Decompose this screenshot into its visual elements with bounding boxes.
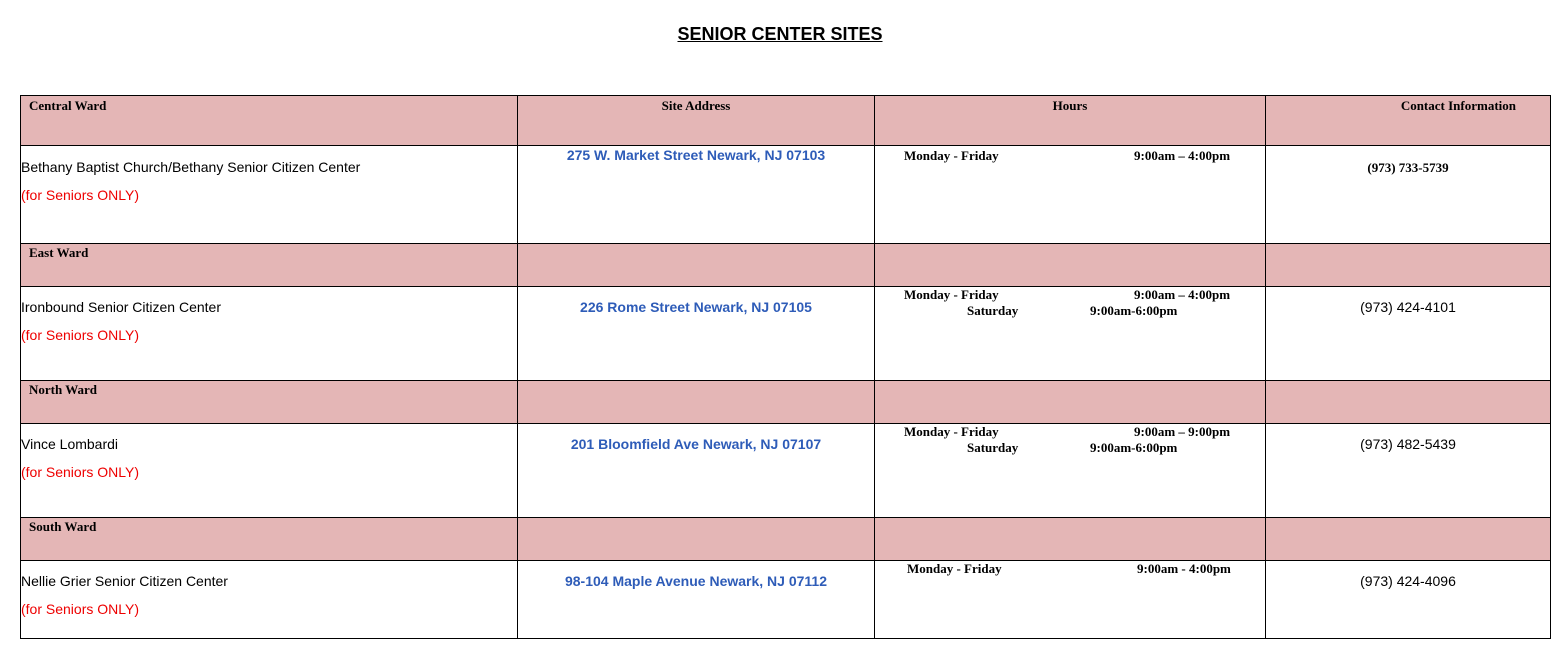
site-address: 98-104 Maple Avenue Newark, NJ 07112 [564,573,827,589]
ward-header-blank-cell [518,381,875,424]
site-name-cell [21,287,518,381]
contact-header: Contact Information [1400,98,1516,113]
hours-days: Saturday [967,440,1019,455]
hours-time: 9:00am - 4:00pm [1137,561,1231,576]
hours-cell [875,146,1266,244]
phone-number: (973) 733-5739 [1367,160,1449,175]
address-cell [518,146,875,244]
hours-days: Monday - Friday [904,424,999,439]
hours-time: 9:00am-6:00pm [1090,303,1178,318]
hours-time: 9:00am-6:00pm [1090,440,1178,455]
ward-header-blank-cell [875,244,1266,287]
hours-header: Hours [1052,98,1088,113]
restriction-note: (for Seniors ONLY) [21,187,139,203]
ward-header-cell [21,518,518,561]
ward-header-cell [21,96,518,146]
site-address: 275 W. Market Street Newark, NJ 07103 [566,147,826,163]
hours-time: 9:00am – 9:00pm [1134,424,1231,439]
ward-header-blank-cell [1266,518,1551,561]
ward-label: East Ward [29,245,89,260]
hours-time: 9:00am – 4:00pm [1134,148,1231,163]
ward-header-blank-cell [518,244,875,287]
site-name-cell [21,424,518,518]
hours-cell [875,424,1266,518]
page-title: SENIOR CENTER SITES [677,24,883,44]
senior-center-table [20,95,1551,639]
site-name-cell [21,561,518,639]
site-row [21,561,1551,639]
site-row [21,146,1551,244]
site-address: 201 Bloomfield Ave Newark, NJ 07107 [570,436,822,452]
site-address-header: Site Address [661,98,731,113]
ward-header-blank-cell [518,518,875,561]
contact-cell [1266,146,1551,244]
site-name: Ironbound Senior Citizen Center [21,299,222,315]
ward-label: Central Ward [29,98,107,113]
restriction-note: (for Seniors ONLY) [21,327,139,343]
site-address-header-cell [518,96,875,146]
phone-number: (973) 424-4101 [1360,299,1456,315]
phone-number: (973) 424-4096 [1360,573,1456,589]
contact-cell [1266,287,1551,381]
ward-header-blank-cell [1266,244,1551,287]
ward-header-row [21,96,1551,146]
hours-days: Monday - Friday [904,287,999,302]
contact-cell [1266,424,1551,518]
hours-header-cell [875,96,1266,146]
ward-header-cell [21,381,518,424]
restriction-note: (for Seniors ONLY) [21,601,139,617]
ward-header-row [21,518,1551,561]
site-address: 226 Rome Street Newark, NJ 07105 [580,299,812,315]
contact-header-cell [1266,96,1551,146]
ward-header-blank-cell [875,518,1266,561]
ward-header-row [21,244,1551,287]
ward-header-blank-cell [875,381,1266,424]
ward-label: South Ward [29,519,97,534]
site-name: Nellie Grier Senior Citizen Center [21,573,228,589]
site-row [21,424,1551,518]
hours-time: 9:00am – 4:00pm [1134,287,1231,302]
ward-label: North Ward [29,382,98,397]
address-cell [518,424,875,518]
site-row [21,287,1551,381]
site-name: Vince Lombardi [21,436,119,452]
hours-cell [875,561,1266,639]
site-name-cell [21,146,518,244]
contact-cell [1266,561,1551,639]
hours-days: Saturday [967,303,1019,318]
hours-cell [875,287,1266,381]
ward-header-row [21,381,1551,424]
ward-header-cell [21,244,518,287]
hours-days: Monday - Friday [904,148,999,163]
site-name: Bethany Baptist Church/Bethany Senior Citizen Center [21,159,361,175]
ward-header-blank-cell [1266,381,1551,424]
phone-number: (973) 482-5439 [1360,436,1456,452]
restriction-note: (for Seniors ONLY) [21,464,139,480]
address-cell [518,561,875,639]
address-cell [518,287,875,381]
hours-days: Monday - Friday [907,561,1002,576]
